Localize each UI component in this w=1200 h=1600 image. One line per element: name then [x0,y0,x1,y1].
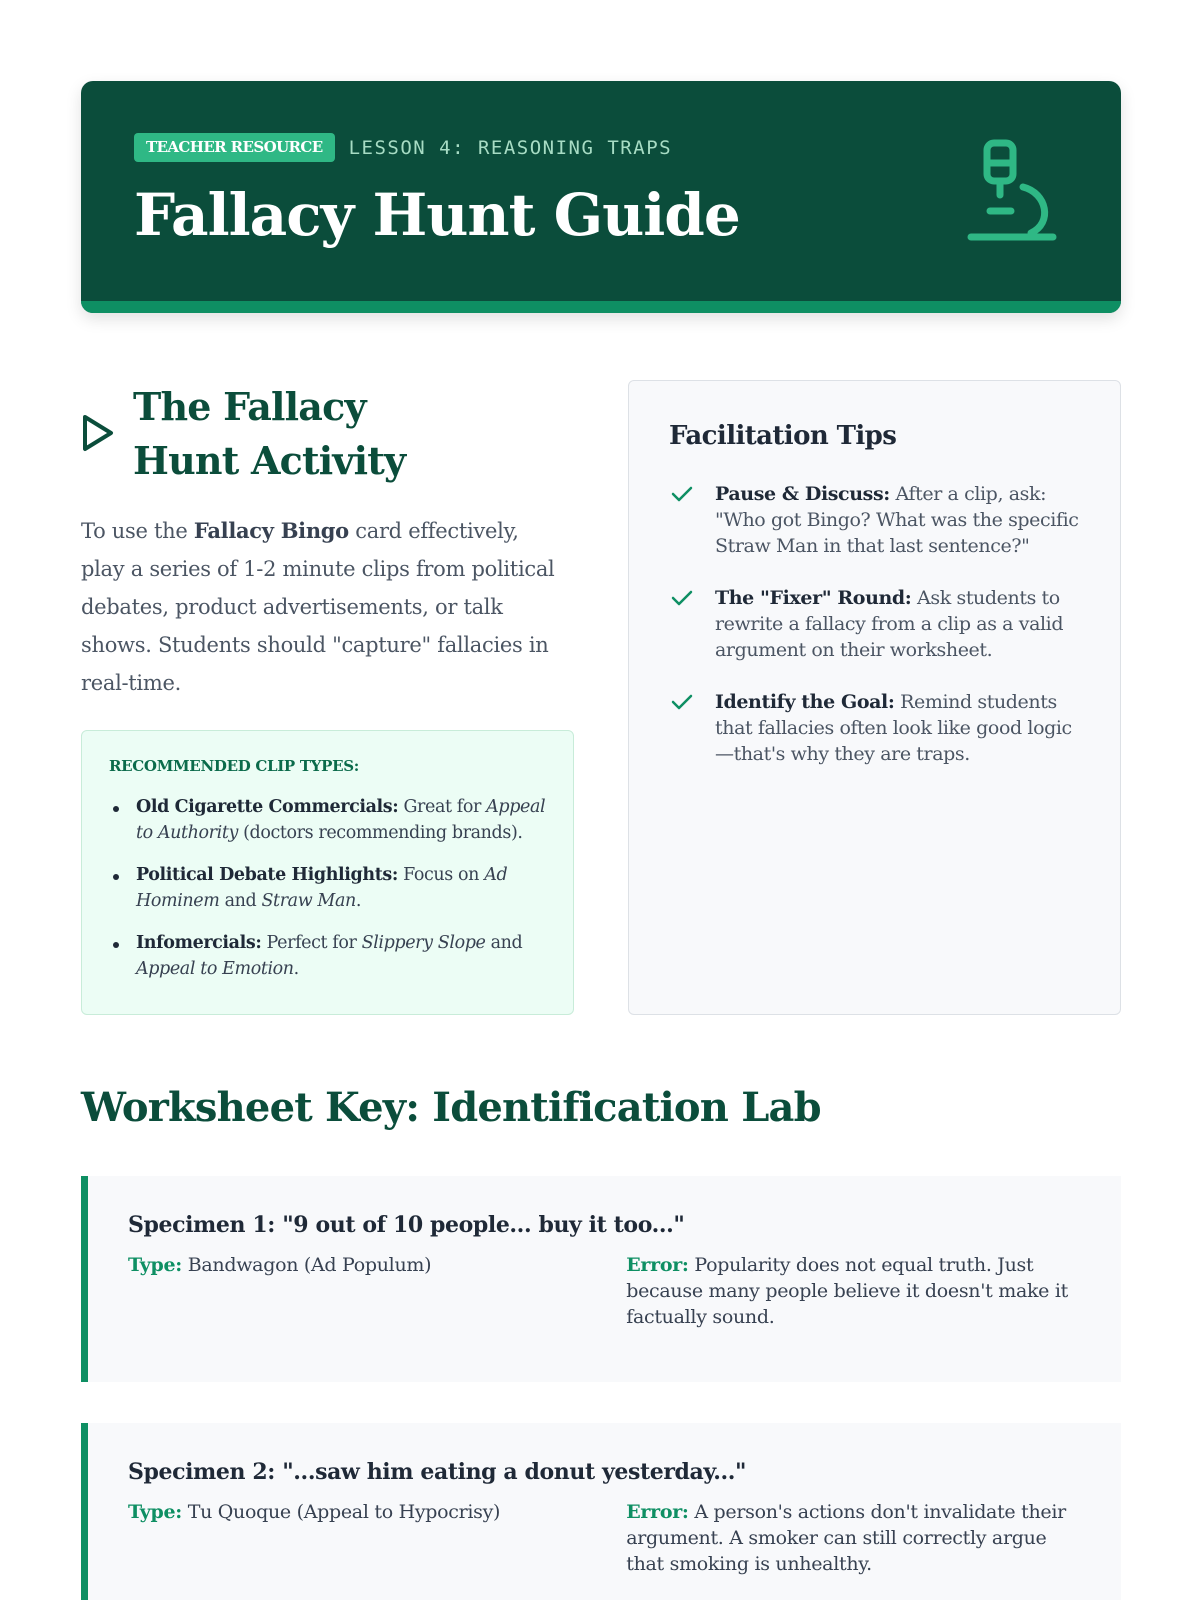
activity-intro [81,512,556,702]
clip-text: and [219,891,262,911]
tip-item [669,481,1080,559]
clip-text: Great for [398,797,487,817]
clip-text: (doctors recommending brands). [237,823,523,843]
activity-heading [81,380,463,488]
clip-text: Perfect for [261,933,362,953]
tip-text [715,585,1080,663]
clip-emphasis: Ad Hominem [136,865,508,911]
error-value: Popularity does not equal truth. Just because many people believe it doesn't make it factually sound. [626,1254,1068,1328]
specimen-card [81,1423,1121,1600]
specimen-title: Specimen 1: "9 out of 10 people... buy it too..." [128,1212,685,1238]
specimen-details [128,1252,1081,1330]
header-accent-stripe [81,301,1121,313]
clips-title: RECOMMENDED CLIP TYPES: [109,757,359,775]
type-value: Bandwagon (Ad Populum) [181,1254,432,1276]
check-icon [669,585,695,611]
clip-emphasis: Straw Man [261,891,356,911]
tip-body: Remind students that fallacies often look like good logic—that's why they are traps. [715,691,1072,765]
check-icon [669,689,695,715]
error-label: Error: [626,1254,689,1276]
check-icon [669,481,695,507]
clip-label: Old Cigarette Commercials: [136,797,399,817]
clip-text: . [355,891,362,911]
tip-item [669,585,1080,663]
tip-label: Pause & Discuss: [715,483,890,505]
clip-text: Focus on [397,865,485,885]
fallacy-bingo-link-text: Fallacy Bingo [193,518,349,543]
clip-label: Infomercials: [136,933,262,953]
specimen-card [81,1176,1121,1382]
list-item [109,794,546,846]
lesson-label: LESSON 4: REASONING TRAPS [348,136,673,159]
error-label: Error: [626,1501,689,1523]
clip-label: Political Debate Highlights: [136,865,398,885]
tip-text [715,481,1080,559]
clip-emphasis: Appeal to Authority [136,797,546,843]
recommended-clips-box [81,730,574,1015]
worksheet-title: Worksheet Key: Identification Lab [81,1084,821,1131]
tip-label: The "Fixer" Round: [715,587,912,609]
tips-title: Facilitation Tips [669,421,897,451]
header-banner [81,81,1121,313]
specimen-title: Specimen 2: "...saw him eating a donut yesterday..." [128,1459,747,1485]
clip-text: . [293,959,299,979]
activity-title: The Fallacy Hunt Activity [133,384,406,483]
tip-text [715,689,1080,767]
list-item [109,862,546,914]
clip-emphasis: Appeal to Emotion [136,959,294,979]
clip-emphasis: Slippery Slope [361,933,486,953]
tip-body: Ask students to rewrite a fallacy from a clip as a valid argument on their worksheet. [715,587,1064,661]
play-icon [81,413,115,453]
intro-text-end: card effectively, play a series of 1-2 minute clips from political debates, product advertisements, or talk shows. Students should "capture" fallacies in real-time. [81,519,555,695]
facilitation-tips-card [628,380,1121,1015]
resource-badge: TEACHER RESOURCE [134,133,335,162]
tip-item [669,689,1080,767]
specimen-error [626,1499,1081,1577]
microscope-icon [965,137,1061,245]
header-meta [134,133,672,162]
page-title: Fallacy Hunt Guide [134,181,740,249]
clip-text: and [485,933,523,953]
type-value: Tu Quoque (Appeal to Hypocrisy) [181,1501,501,1523]
clips-list [109,794,546,982]
tip-label: Identify the Goal: [715,691,895,713]
specimen-error [626,1252,1081,1330]
tip-body: After a clip, ask: "Who got Bingo? What was the specific Straw Man in that last sentence?" [715,483,1079,557]
specimen-type [128,1252,626,1330]
specimen-details [128,1499,1081,1577]
intro-text-start: To use the [81,519,194,543]
error-value: A person's actions don't invalidate their argument. A smoker can still correctly argue that smoking is unhealthy. [626,1501,1066,1575]
list-item [109,930,546,982]
type-label: Type: [128,1501,182,1523]
type-label: Type: [128,1254,182,1276]
specimen-type [128,1499,626,1577]
